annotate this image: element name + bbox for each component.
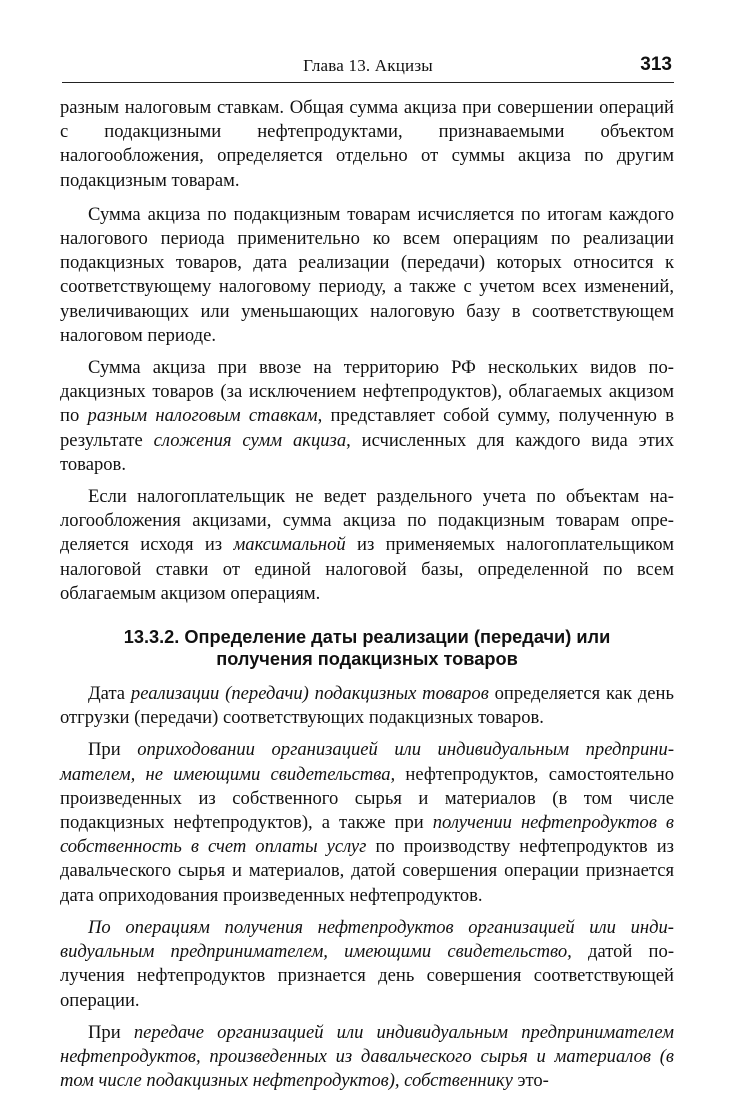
paragraph-2: [60, 203, 674, 348]
paragraph-5-text-2: определяется как день отгрузки (передачи) соответствующих подакцизных товаров.: [60, 683, 674, 729]
paragraph-1-text: разным налоговым ставкам. Общая сумма акциза при совершении операций с подакцизными нефтепродуктами, признаваемыми объектом налогообложения, определяется отдельно от суммы акциза по другим подакцизным товарам.: [60, 97, 674, 191]
paragraph-6-text-1: При: [88, 739, 138, 761]
paragraph-8-italic-1: передаче организацией или индивидуальным предпринимателем нефтепродуктов, произведенных из давальческого сырья и материалов (в том числе подакцизных нефтепродуктов), собственнику: [60, 1021, 674, 1092]
paragraph-5-text-1: Дата: [88, 683, 131, 705]
paragraph-7-italic-1: По операциям получения нефтепродуктов организацией или индивидуальным предпринимателем, имеющими свидетельство,: [60, 916, 674, 963]
paragraph-5-italic-1: реализации (передачи) подакцизных товаров: [130, 683, 489, 705]
paragraph-6-text-3: по производству нефтепродуктов из давальческого сырья и материалов, датой совершения операции признается дата оприходования произведенных нефтепродуктов.: [60, 836, 674, 906]
paragraph-8-text-1: При: [88, 1021, 134, 1043]
paragraph-4-italic-1: максимальной: [233, 534, 346, 556]
section-heading: 13.3.2. Определение даты реализации (передачи) или получения подакцизных товаров: [123, 627, 611, 670]
paragraph-3-text-2: , представляет собой сумму, полученную в результате: [60, 405, 674, 451]
paragraph-6-italic-1: оприходовании организацией или индивидуальным предпринимателем, не имеющими свидетельства,: [60, 739, 675, 785]
paragraph-2-text: Сумма акциза по подакцизным товарам исчисляется по итогам каждого налогового периода применительно ко всем операциям по реализации подакцизных товаров, дата реализации (передачи) которых относится к соответствующему налоговому периоду, а также с учетом всех изменений, увеличивающих или уменьшающих налоговую базу в соответствующем налоговом периоде.: [60, 203, 674, 346]
paragraph-7: [60, 916, 674, 1013]
paragraph-6: [60, 738, 674, 907]
paragraph-6-text-2: нефтепродуктов, самостоятельно произведенных из собственного сырья и материалов (в том числе подакцизных нефтепродуктов), а также при: [60, 763, 674, 834]
paragraph-3-italic-2: сложения сумм акциза: [153, 429, 347, 451]
page-number: 313: [640, 54, 672, 75]
paragraph-5: [60, 682, 674, 730]
paragraph-4-text-2: из применяемых налогоплательщиком налоговой ставки от единой налоговой базы, определенной по всем облагаемым акцизом операциям.: [60, 534, 674, 604]
running-title: Глава 13. Акцизы: [303, 56, 433, 75]
paragraph-3-italic-1: разным налоговым ставкам: [87, 405, 318, 427]
paragraph-3-text-1: Сумма акциза при ввозе на территорию РФ нескольких видов подакцизных товаров (за исключением нефтепродуктов), облагаемых акцизом по: [60, 357, 674, 427]
paragraph-3: [60, 356, 674, 477]
paragraph-8-text-2: это-: [512, 1070, 549, 1092]
paragraph-4-text-1: Если налогоплательщик не ведет раздельного учета по объектам налогообложения акцизами, сумма акциза по подакцизным товарам определяется исходя из: [60, 486, 674, 556]
paragraph-3-text-3: , исчисленных для каждого вида этих товаров.: [60, 429, 674, 475]
paragraph-6-italic-2: получении нефтепродуктов в собственность в счет оплаты услуг: [60, 812, 675, 858]
body-text: [60, 96, 674, 1101]
paragraph-1: [60, 96, 674, 193]
running-header: [62, 52, 674, 83]
paragraph-7-text-1: датой получения нефтепродуктов признается день совершения соответствующей операции.: [60, 941, 675, 1011]
paragraph-8: [60, 1021, 674, 1094]
paragraph-4: [60, 485, 674, 606]
